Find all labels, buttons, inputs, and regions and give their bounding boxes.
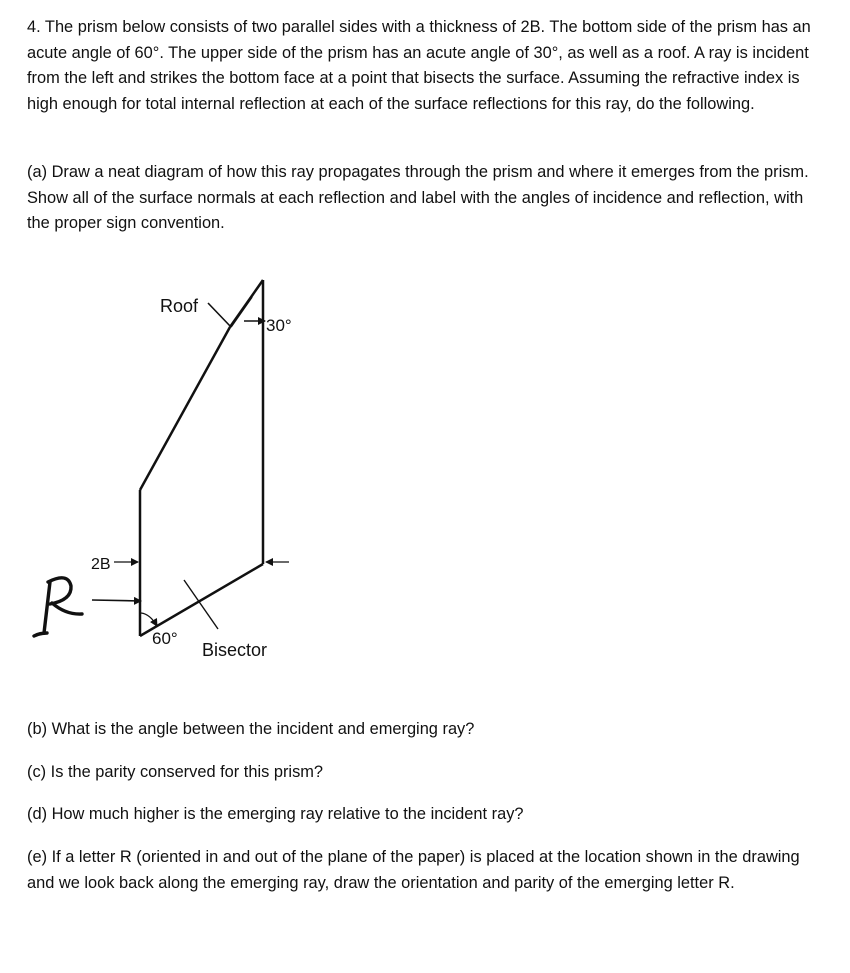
top-angle-label: 30° [266,316,292,335]
bisector-label: Bisector [202,640,268,660]
question-d: (d) How much higher is the emerging ray relative to the incident ray? [27,805,524,823]
roof-label: Roof [160,296,199,316]
roof-marker [208,297,252,327]
thickness-label: 2B [91,556,111,573]
letter-r-object [34,578,82,636]
question-e: (e) If a letter R (oriented in and out of the plane of the paper) is placed at the location shown in the drawing and we look back along the emerging ray, draw the orientation and parity of the emerging letter R. [27,848,800,892]
question-c: (c) Is the parity conserved for this prism? [27,763,324,781]
question-b: (b) What is the angle between the incident and emerging ray? [27,720,475,738]
bottom-angle-label: 60° [152,629,178,648]
prism-upper-face [140,327,230,490]
incident-ray [92,600,141,601]
bisector-line [184,580,218,629]
part-a-text: (a) Draw a neat diagram of how this ray propagates through the prism and where it emerges from the prism. Show all of the surface normals at each reflection and label with the angles of incidence and reflection, with the proper sign convention. [27,163,809,233]
prism-outline [140,280,263,636]
problem-intro: 4. The prism below consists of two parallel sides with a thickness of 2B. The bottom side of the prism has an acute angle of 60°. The upper side of the prism has an acute angle of 30°, as well as a roof. A ray is incident from the left and strikes the bottom face at a point that bisects the surface. Assuming the refractive index is high enough for total internal reflection at each of the surface reflections for this ray, do the following. [27,18,811,113]
prism-bottom-face [140,564,263,636]
bottom-angle-arc [141,613,157,626]
